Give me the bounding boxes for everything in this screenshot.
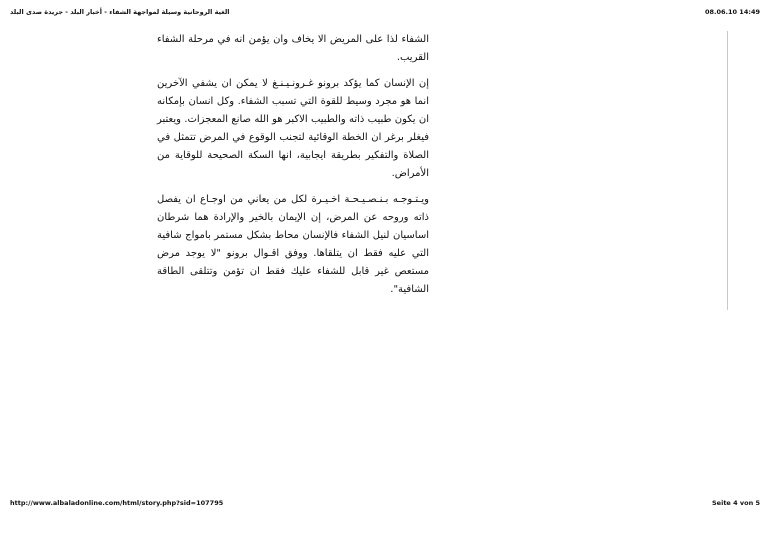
footer-url[interactable]: http://www.albaladonline.com/html/story.php?sid=107795 bbox=[10, 499, 224, 507]
article-paragraph: إن الإنسان كما يؤكد برونو غـرونـيـنـغ لا يمكن ان يشفي الآخرين انما هو مجرد وسيط للقوة التي تسبب الشفاء. وكل انسان بإمكانه ان يكون طبيب ذاته والطبيب الاكبر هو الله صانع المعجزات. ويعتبر فيغلر برغر ان الخطة الوقائية لتجنب الوقوع في المرض تتمثل في الصلاة والتفكير بطريقة ايجابية، انها السكة الصحيحة للوقاية من الأمراض. bbox=[157, 78, 429, 179]
header-datetime: 08.06.10 14:49 bbox=[704, 8, 760, 16]
article-paragraph: الشفاء لذا على المريض الا يخاف وان يؤمن انه في مرحلة الشفاء القريب. bbox=[157, 34, 429, 63]
right-column-divider bbox=[727, 31, 728, 310]
article-paragraph: ويـتـوجـه بـنـصـيـحـة اخـيـرة لكل من يعاني من اوجـاع ان يفصل ذاته وروحه عن المرض، إن الإيمان بالخير والإرادة هما شرطان اساسيان لنيل الشفاء فالإنسان محاط بشكل مستمر بامواج شافية التي عليه فقط ان يتلقاها. ووفق اقـوال برونو "لا يوجد مرض مستعص غير قابل للشفاء عليك فقط ان تؤمن وتتلقى الطاقة الشافية". bbox=[157, 194, 429, 295]
header-page-title: الغية الروحانية وسيلة لمواجهة الشفاء - أخبار البلد - جريدة صدى البلد bbox=[10, 8, 230, 16]
footer-page-number: Seite 4 von 5 bbox=[712, 499, 760, 507]
article-body bbox=[157, 31, 429, 307]
